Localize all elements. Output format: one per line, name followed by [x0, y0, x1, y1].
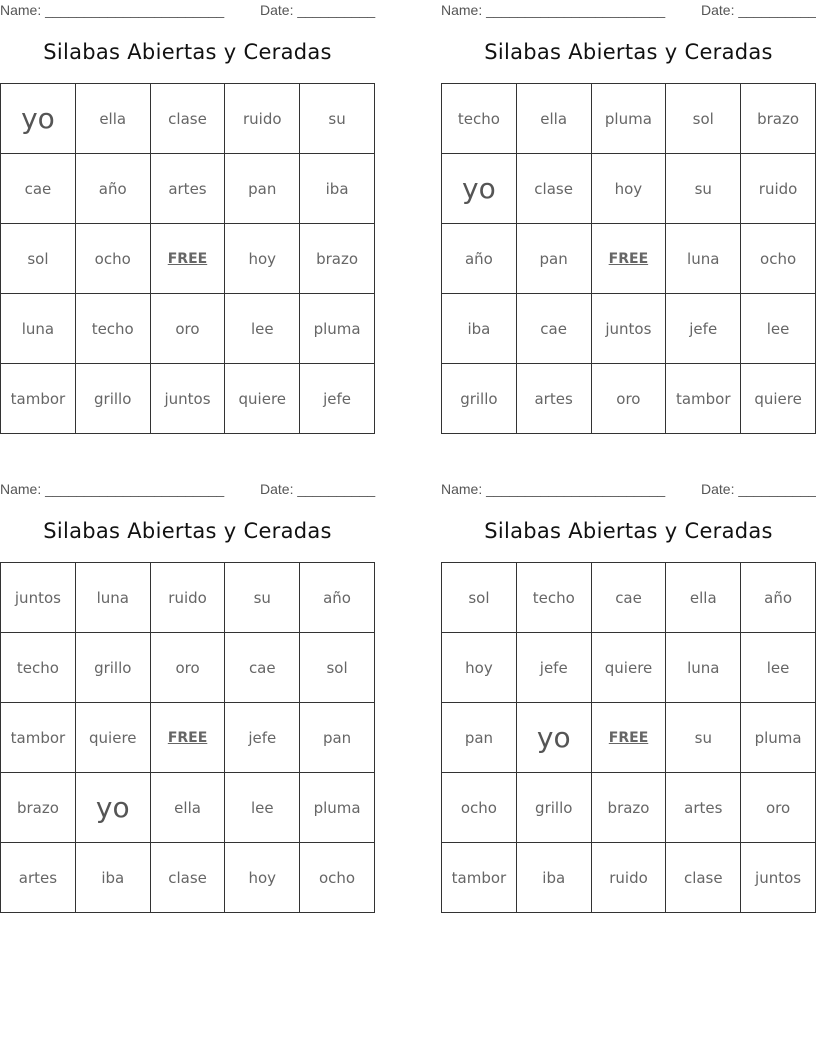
date-field: Date: __________	[260, 481, 376, 497]
free-space-cell: FREE	[591, 224, 666, 294]
bingo-cell: clase	[666, 843, 741, 913]
bingo-cell: oro	[150, 294, 225, 364]
grid-row	[442, 633, 816, 703]
bingo-cell: hoy	[591, 154, 666, 224]
bingo-cell: hoy	[225, 843, 300, 913]
bingo-cell: oro	[741, 773, 816, 843]
bingo-cell: clase	[516, 154, 591, 224]
bingo-cell: ocho	[75, 224, 150, 294]
bingo-cell: pluma	[591, 84, 666, 154]
bingo-cell: artes	[516, 364, 591, 434]
bingo-cell: lee	[741, 633, 816, 703]
bingo-cell: tambor	[1, 703, 76, 773]
bingo-cell: hoy	[225, 224, 300, 294]
grid-row	[442, 843, 816, 913]
bingo-cell: ella	[516, 84, 591, 154]
bingo-cell: yo	[75, 773, 150, 843]
bingo-cell: pan	[442, 703, 517, 773]
name-field: Name: _______________________	[0, 2, 225, 18]
card-title: Silabas Abiertas y Ceradas	[484, 519, 773, 543]
free-space-cell: FREE	[150, 224, 225, 294]
bingo-cell: juntos	[1, 563, 76, 633]
grid-row	[442, 84, 816, 154]
name-field: Name: _______________________	[441, 481, 666, 497]
bingo-cell: grillo	[516, 773, 591, 843]
grid-row	[442, 294, 816, 364]
name-date-row	[0, 479, 375, 501]
bingo-cell: yo	[1, 84, 76, 154]
grid-row	[442, 703, 816, 773]
date-field: Date: __________	[701, 481, 816, 497]
bingo-cell: luna	[75, 563, 150, 633]
bingo-cell: brazo	[741, 84, 816, 154]
card-title: Silabas Abiertas y Ceradas	[43, 519, 332, 543]
bingo-cell: año	[300, 563, 375, 633]
grid-row	[442, 773, 816, 843]
bingo-cell: ruido	[741, 154, 816, 224]
bingo-cell: ella	[150, 773, 225, 843]
bingo-cell: año	[442, 224, 517, 294]
bingo-cell: oro	[150, 633, 225, 703]
bingo-cell: jefe	[300, 364, 375, 434]
grid-row	[1, 563, 375, 633]
grid-row	[1, 773, 375, 843]
bingo-cell: cae	[1, 154, 76, 224]
bingo-grid	[441, 562, 816, 913]
bingo-cell: lee	[741, 294, 816, 364]
bingo-cell: pluma	[300, 773, 375, 843]
bingo-cell: grillo	[75, 364, 150, 434]
bingo-cell: iba	[300, 154, 375, 224]
bingo-cell: cae	[225, 633, 300, 703]
grid-row	[1, 703, 375, 773]
bingo-cell: jefe	[516, 633, 591, 703]
bingo-cell: su	[666, 703, 741, 773]
grid-row	[1, 224, 375, 294]
name-date-row	[0, 0, 375, 22]
bingo-cell: tambor	[442, 843, 517, 913]
grid-row	[442, 364, 816, 434]
name-field: Name: _______________________	[0, 481, 225, 497]
bingo-cell: juntos	[591, 294, 666, 364]
bingo-cell: brazo	[300, 224, 375, 294]
bingo-cell: cae	[591, 563, 666, 633]
bingo-cell: ruido	[225, 84, 300, 154]
bingo-grid	[441, 83, 816, 434]
bingo-grid	[0, 83, 375, 434]
bingo-cell: iba	[75, 843, 150, 913]
date-field: Date: __________	[260, 2, 376, 18]
bingo-cell: luna	[1, 294, 76, 364]
grid-row	[442, 563, 816, 633]
bingo-cell: pan	[225, 154, 300, 224]
card-title: Silabas Abiertas y Ceradas	[43, 40, 332, 64]
bingo-cell: jefe	[666, 294, 741, 364]
bingo-cell: su	[666, 154, 741, 224]
grid-row	[1, 364, 375, 434]
free-space-cell: FREE	[150, 703, 225, 773]
bingo-cell: brazo	[1, 773, 76, 843]
bingo-cell: techo	[1, 633, 76, 703]
bingo-cell: clase	[150, 84, 225, 154]
bingo-cell: hoy	[442, 633, 517, 703]
bingo-cell: tambor	[666, 364, 741, 434]
bingo-cell: quiere	[741, 364, 816, 434]
bingo-cell: artes	[150, 154, 225, 224]
bingo-cell: iba	[442, 294, 517, 364]
bingo-cell: año	[75, 154, 150, 224]
bingo-cell: yo	[516, 703, 591, 773]
name-field: Name: _______________________	[441, 2, 666, 18]
bingo-cell: sol	[1, 224, 76, 294]
bingo-cell: artes	[1, 843, 76, 913]
bingo-cell: clase	[150, 843, 225, 913]
bingo-cell: brazo	[591, 773, 666, 843]
name-date-row	[441, 0, 816, 22]
bingo-cell: juntos	[741, 843, 816, 913]
bingo-cell: cae	[516, 294, 591, 364]
bingo-cell: pluma	[300, 294, 375, 364]
bingo-cell: ocho	[442, 773, 517, 843]
grid-row	[1, 84, 375, 154]
bingo-cell: yo	[442, 154, 517, 224]
bingo-cell: quiere	[75, 703, 150, 773]
grid-row	[442, 154, 816, 224]
date-field: Date: __________	[701, 2, 816, 18]
bingo-card-4	[441, 479, 816, 887]
bingo-cell: tambor	[1, 364, 76, 434]
name-date-row	[441, 479, 816, 501]
bingo-card-1	[0, 0, 376, 408]
bingo-cell: juntos	[150, 364, 225, 434]
bingo-grid	[0, 562, 375, 913]
bingo-cell: lee	[225, 773, 300, 843]
bingo-cell: sol	[300, 633, 375, 703]
bingo-cell: quiere	[591, 633, 666, 703]
bingo-cell: ocho	[300, 843, 375, 913]
bingo-cell: grillo	[75, 633, 150, 703]
bingo-cell: ella	[666, 563, 741, 633]
bingo-cell: ruido	[591, 843, 666, 913]
bingo-cell: sol	[442, 563, 517, 633]
card-title: Silabas Abiertas y Ceradas	[484, 40, 773, 64]
free-space-cell: FREE	[591, 703, 666, 773]
bingo-cell: pluma	[741, 703, 816, 773]
bingo-card-2	[441, 0, 816, 408]
bingo-cell: pan	[516, 224, 591, 294]
bingo-cell: pan	[300, 703, 375, 773]
bingo-cell: ocho	[741, 224, 816, 294]
bingo-cell: techo	[516, 563, 591, 633]
grid-row	[1, 843, 375, 913]
grid-row	[1, 633, 375, 703]
grid-row	[1, 294, 375, 364]
bingo-cell: sol	[666, 84, 741, 154]
grid-row	[442, 224, 816, 294]
bingo-cell: jefe	[225, 703, 300, 773]
grid-row	[1, 154, 375, 224]
bingo-cell: artes	[666, 773, 741, 843]
bingo-cell: año	[741, 563, 816, 633]
bingo-cell: lee	[225, 294, 300, 364]
bingo-cell: oro	[591, 364, 666, 434]
bingo-cell: iba	[516, 843, 591, 913]
bingo-cell: luna	[666, 633, 741, 703]
bingo-cell: ruido	[150, 563, 225, 633]
bingo-cell: techo	[75, 294, 150, 364]
bingo-cell: su	[300, 84, 375, 154]
bingo-cell: ella	[75, 84, 150, 154]
bingo-cell: quiere	[225, 364, 300, 434]
bingo-cell: techo	[442, 84, 517, 154]
bingo-cell: luna	[666, 224, 741, 294]
bingo-cell: grillo	[442, 364, 517, 434]
bingo-cell: su	[225, 563, 300, 633]
bingo-card-3	[0, 479, 376, 887]
